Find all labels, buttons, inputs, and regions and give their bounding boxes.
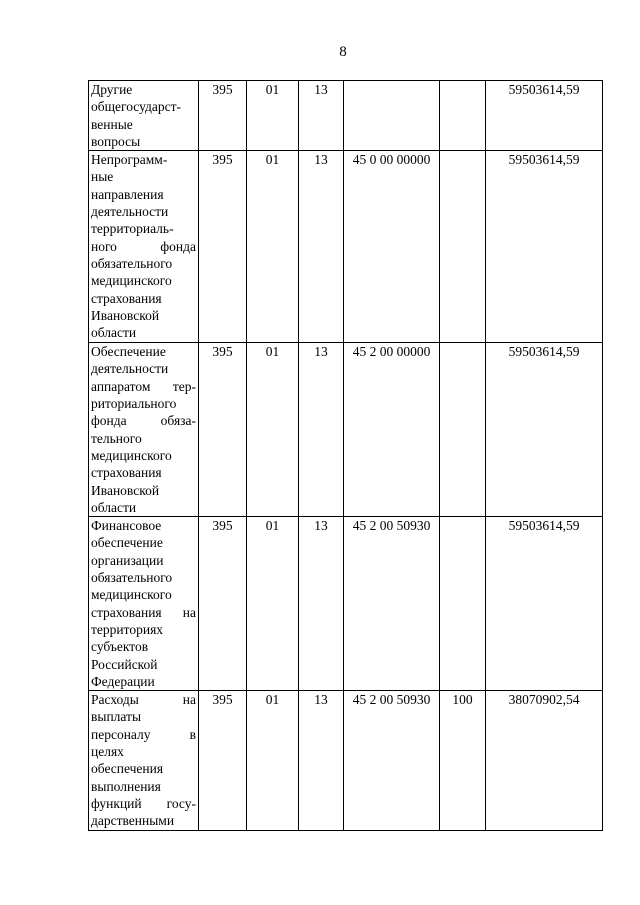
subsection-cell: 13 (299, 691, 344, 830)
row-name (89, 81, 199, 151)
row-name-line: страхования (91, 290, 162, 306)
row-name-line: страхования на (91, 604, 196, 620)
row-name-line: медицинского (91, 273, 172, 289)
target-article-cell: 45 2 00 50930 (344, 691, 440, 830)
subsection-cell: 13 (299, 343, 344, 517)
amount-cell: 59503614,59 (486, 343, 603, 517)
expense-type-cell (440, 151, 486, 343)
row-name-line: области (91, 499, 137, 515)
grbs-cell: 395 (199, 81, 247, 151)
grbs-cell: 395 (199, 151, 247, 343)
row-name-line: риториального (91, 396, 177, 412)
grbs-cell: 395 (199, 691, 247, 830)
amount-cell: 59503614,59 (486, 151, 603, 343)
row-name-line: медицинского (91, 447, 172, 463)
grbs-cell: 395 (199, 517, 247, 691)
row-name-line: территориях (91, 621, 164, 637)
expense-type-cell (440, 343, 486, 517)
row-name-line: вопросы (91, 133, 141, 149)
row-name-line: выплаты (91, 709, 142, 725)
subsection-cell: 13 (299, 517, 344, 691)
expense-type-cell: 100 (440, 691, 486, 830)
row-name-line: аппаратом тер- (91, 378, 196, 394)
row-name-line: обеспечения (91, 761, 164, 777)
row-name-line: дарственными (91, 813, 175, 829)
row-name-line: Российской (91, 656, 158, 672)
table-row (89, 151, 603, 343)
budget-table (88, 80, 603, 831)
table-row (89, 343, 603, 517)
row-name-line: фонда обяза- (91, 413, 196, 429)
row-name-line: деятельности (91, 204, 169, 220)
row-name-line: Расходы на (91, 692, 196, 708)
amount-cell: 38070902,54 (486, 691, 603, 830)
subsection-cell: 13 (299, 81, 344, 151)
row-name-line: персоналу в (91, 726, 196, 742)
row-name-line: тельного (91, 430, 142, 446)
grbs-cell: 395 (199, 343, 247, 517)
table-row (89, 517, 603, 691)
row-name-line: ные (91, 169, 114, 185)
row-name-line: области (91, 325, 137, 341)
row-name-line: ного фонда (91, 238, 196, 254)
row-name-line: венные (91, 116, 133, 132)
row-name-line: обязательного (91, 255, 173, 271)
row-name-line: целях (91, 744, 124, 760)
row-name-line: Другие (91, 82, 133, 97)
row-name-line: выполнения (91, 778, 161, 794)
section-cell: 01 (247, 343, 299, 517)
target-article-cell: 45 2 00 50930 (344, 517, 440, 691)
row-name-line: обеспечение (91, 535, 163, 551)
subsection-cell: 13 (299, 151, 344, 343)
expense-type-cell (440, 81, 486, 151)
row-name-line: Обеспечение (91, 344, 166, 360)
table-row (89, 81, 603, 151)
table-body (89, 81, 603, 831)
row-name-line: субъектов (91, 639, 149, 655)
target-article-cell: 45 0 00 00000 (344, 151, 440, 343)
row-name-line: функций госу- (91, 795, 196, 811)
row-name-line: деятельности (91, 361, 169, 377)
target-article-cell (344, 81, 440, 151)
section-cell: 01 (247, 517, 299, 691)
table-row (89, 691, 603, 830)
row-name-line: территориаль- (91, 221, 174, 237)
section-cell: 01 (247, 81, 299, 151)
page-number: 8 (339, 44, 347, 60)
row-name (89, 151, 199, 343)
row-name-line: Ивановской (91, 482, 160, 498)
section-cell: 01 (247, 151, 299, 343)
row-name-line: направления (91, 186, 164, 202)
row-name (89, 517, 199, 691)
row-name-line: обязательного (91, 570, 173, 586)
expense-type-cell (440, 517, 486, 691)
row-name (89, 343, 199, 517)
row-name-line: медицинского (91, 587, 172, 603)
target-article-cell: 45 2 00 00000 (344, 343, 440, 517)
row-name (89, 691, 199, 830)
row-name-line: Непрограмм- (91, 152, 168, 168)
amount-cell: 59503614,59 (486, 517, 603, 691)
section-cell: 01 (247, 691, 299, 830)
row-name-line: Федерации (91, 673, 155, 689)
row-name-line: страхования (91, 465, 162, 481)
row-name-line: общегосударст- (91, 99, 182, 115)
row-name-line: Ивановской (91, 307, 160, 323)
row-name-line: Финансовое (91, 518, 162, 534)
row-name-line: организации (91, 552, 164, 568)
amount-cell: 59503614,59 (486, 81, 603, 151)
